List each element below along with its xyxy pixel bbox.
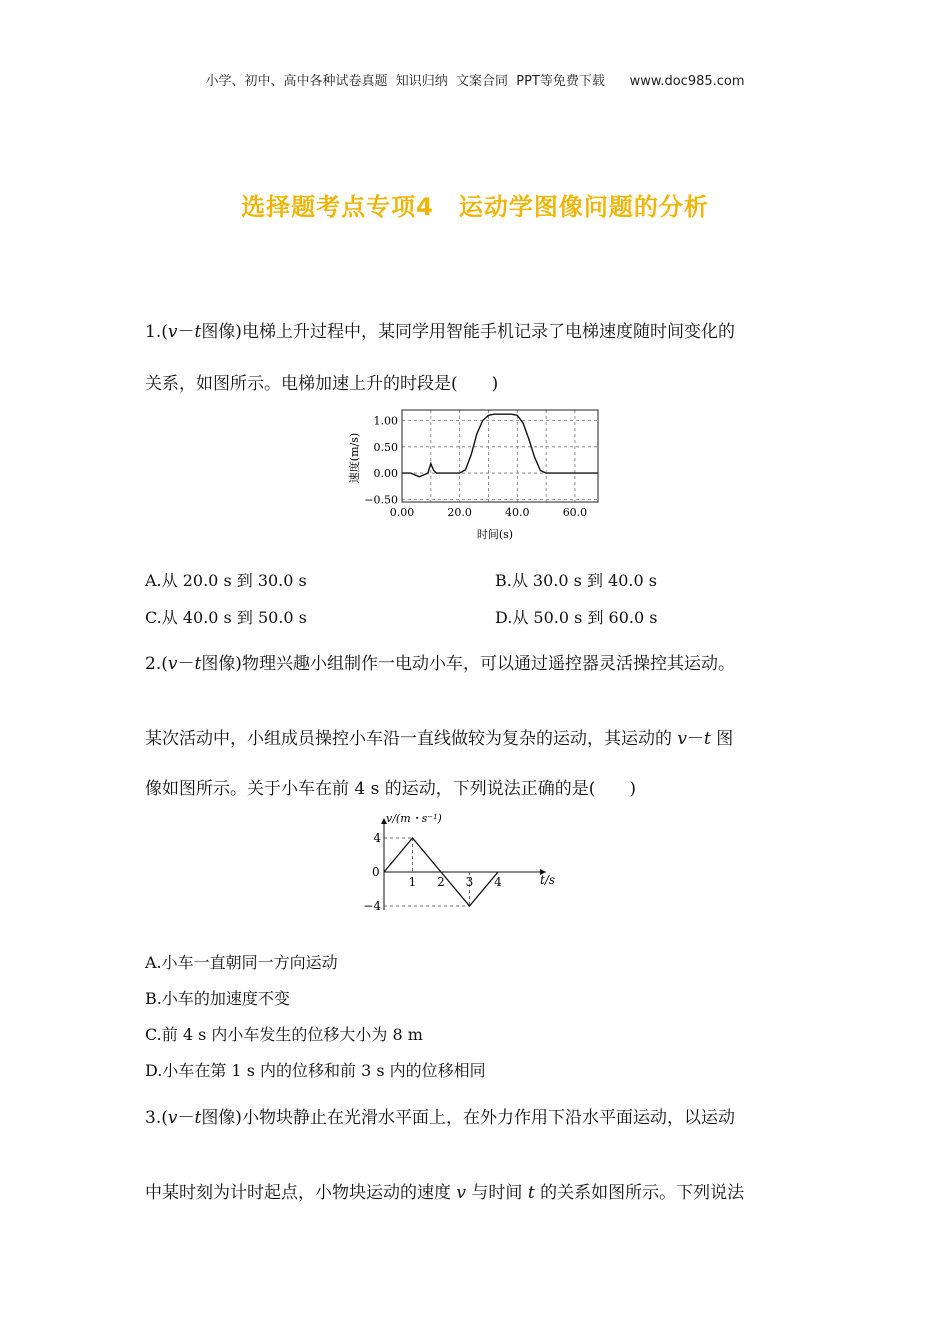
q3-stem-1: 小物块静止在光滑水平面上，在外力作用下沿水平面运动，以运动 <box>241 1108 735 1128</box>
chart1-frame <box>402 410 598 502</box>
chart1-y-ticks <box>364 415 398 507</box>
chart1-y-tick-label: 0.00 <box>373 467 398 481</box>
q1-option-c[interactable]: C.从 40.0 s 到 50.0 s <box>145 608 307 627</box>
chart1-series-line <box>402 414 598 477</box>
q3-stem-v: v <box>456 1183 467 1203</box>
q1-number: 1.( <box>145 322 168 342</box>
chart1-y-tick-label: −0.50 <box>364 493 398 507</box>
chart1-y-tick-label: 0.50 <box>373 440 398 454</box>
q1-tag-end: 图像) <box>201 322 242 342</box>
chart1-x-axis-label: 时间(s) <box>476 528 514 541</box>
q2-number: 2.( <box>145 654 168 674</box>
q2-velocity-chart <box>360 808 570 920</box>
chart2-y-axis-label: v/(m・s⁻¹) <box>386 812 442 825</box>
chart1-grid <box>402 410 598 502</box>
chart1-x-tick-label: 60.0 <box>562 506 588 519</box>
chart2-x-tick-label: 2 <box>437 875 445 889</box>
q3-tag-end: 图像) <box>201 1108 242 1128</box>
q1-option-a[interactable]: A.从 20.0 s 到 30.0 s <box>145 571 307 590</box>
q2-option-d[interactable]: D.小车在第 1 s 内的位移和前 3 s 内的位移相同 <box>145 1061 486 1080</box>
q3-number: 3.( <box>145 1108 168 1128</box>
chart1-x-tick-label: 20.0 <box>447 506 472 519</box>
q3-tag-dash: － <box>177 1108 195 1128</box>
q3-stem-2b: 与时间 <box>466 1183 528 1203</box>
q3-line1 <box>145 1106 815 1130</box>
q1-line1 <box>145 320 815 344</box>
q2-stem-dash: － <box>687 729 705 749</box>
q2-option-a[interactable]: A.小车一直朝同一方向运动 <box>145 953 338 972</box>
q3-line2 <box>145 1181 815 1205</box>
q1-option-d[interactable]: D.从 50.0 s 到 60.0 s <box>495 608 658 627</box>
q1-tag-t: t <box>194 322 202 342</box>
q3-tag-v: v <box>167 1108 178 1128</box>
q2-tag-end: 图像) <box>201 654 242 674</box>
q2-tag-t: t <box>194 654 202 674</box>
q1-velocity-chart <box>340 400 610 545</box>
page-header: 小学、初中、高中各种试卷真题 知识归纳 文案合同 PPT等免费下载 www.doc985.com <box>205 74 745 89</box>
q3-stem-t: t <box>527 1183 535 1203</box>
q1-stem-1: 电梯上升过程中，某同学用智能手机记录了电梯速度随时间变化的 <box>241 322 735 342</box>
q3-stem-2c: 的关系如图所示。下列说法 <box>534 1183 745 1203</box>
chart1-y-tick-label: 1.00 <box>373 414 398 428</box>
chart2-y-tick-label: 4 <box>373 831 381 845</box>
q2-line3: 像如图所示。关于小车在前 4 s 的运动，下列说法正确的是( ) <box>145 779 637 799</box>
page-title: 选择题考点专项4 运动学图像问题的分析 <box>241 193 709 221</box>
chart1-x-tick-label: 40.0 <box>505 506 530 519</box>
q3-tag-t: t <box>194 1108 202 1128</box>
q2-stem-t: t <box>704 729 711 749</box>
q2-tag-v: v <box>167 654 178 674</box>
q2-option-c[interactable]: C.前 4 s 内小车发生的位移大小为 8 m <box>145 1025 423 1044</box>
q3-stem-2a: 中某时刻为计时起点，小物块运动的速度 <box>145 1183 457 1203</box>
q2-tag-dash: － <box>177 654 195 674</box>
q1-line2: 关系，如图所示。电梯加速上升的时段是( ) <box>145 374 499 394</box>
q1-option-b[interactable]: B.从 30.0 s 到 40.0 s <box>495 571 657 590</box>
chart2-x-tick-label: 4 <box>494 875 502 889</box>
q2-option-b[interactable]: B.小车的加速度不变 <box>145 989 290 1008</box>
chart2-axes <box>381 818 546 910</box>
chart2-y-tick-label: −4 <box>363 899 381 913</box>
q2-line1 <box>145 652 815 676</box>
q2-stem-2b: 图 <box>710 729 734 749</box>
chart2-x-axis-label: t/s <box>540 873 556 887</box>
q1-tag-dash: － <box>177 322 195 342</box>
q2-stem-2a: 某次活动中，小组成员操控小车沿一直线做较为复杂的运动，其运动的 <box>145 729 678 749</box>
q2-stem-1: 物理兴趣小组制作一电动小车，可以通过遥控器灵活操控其运动。 <box>241 654 735 674</box>
chart2-x-tick-label: 1 <box>408 875 417 889</box>
chart1-y-axis-label: 速度(m/s) <box>348 432 361 484</box>
chart1-x-tick-label: 0.00 <box>389 506 415 519</box>
chart2-x-tick-label: 3 <box>465 875 474 889</box>
q2-stem-v: v <box>677 729 688 749</box>
chart1-x-ticks <box>390 506 587 519</box>
q1-tag-v: v <box>167 322 178 342</box>
chart2-origin-label: 0 <box>372 865 380 879</box>
q2-line2 <box>145 727 815 751</box>
